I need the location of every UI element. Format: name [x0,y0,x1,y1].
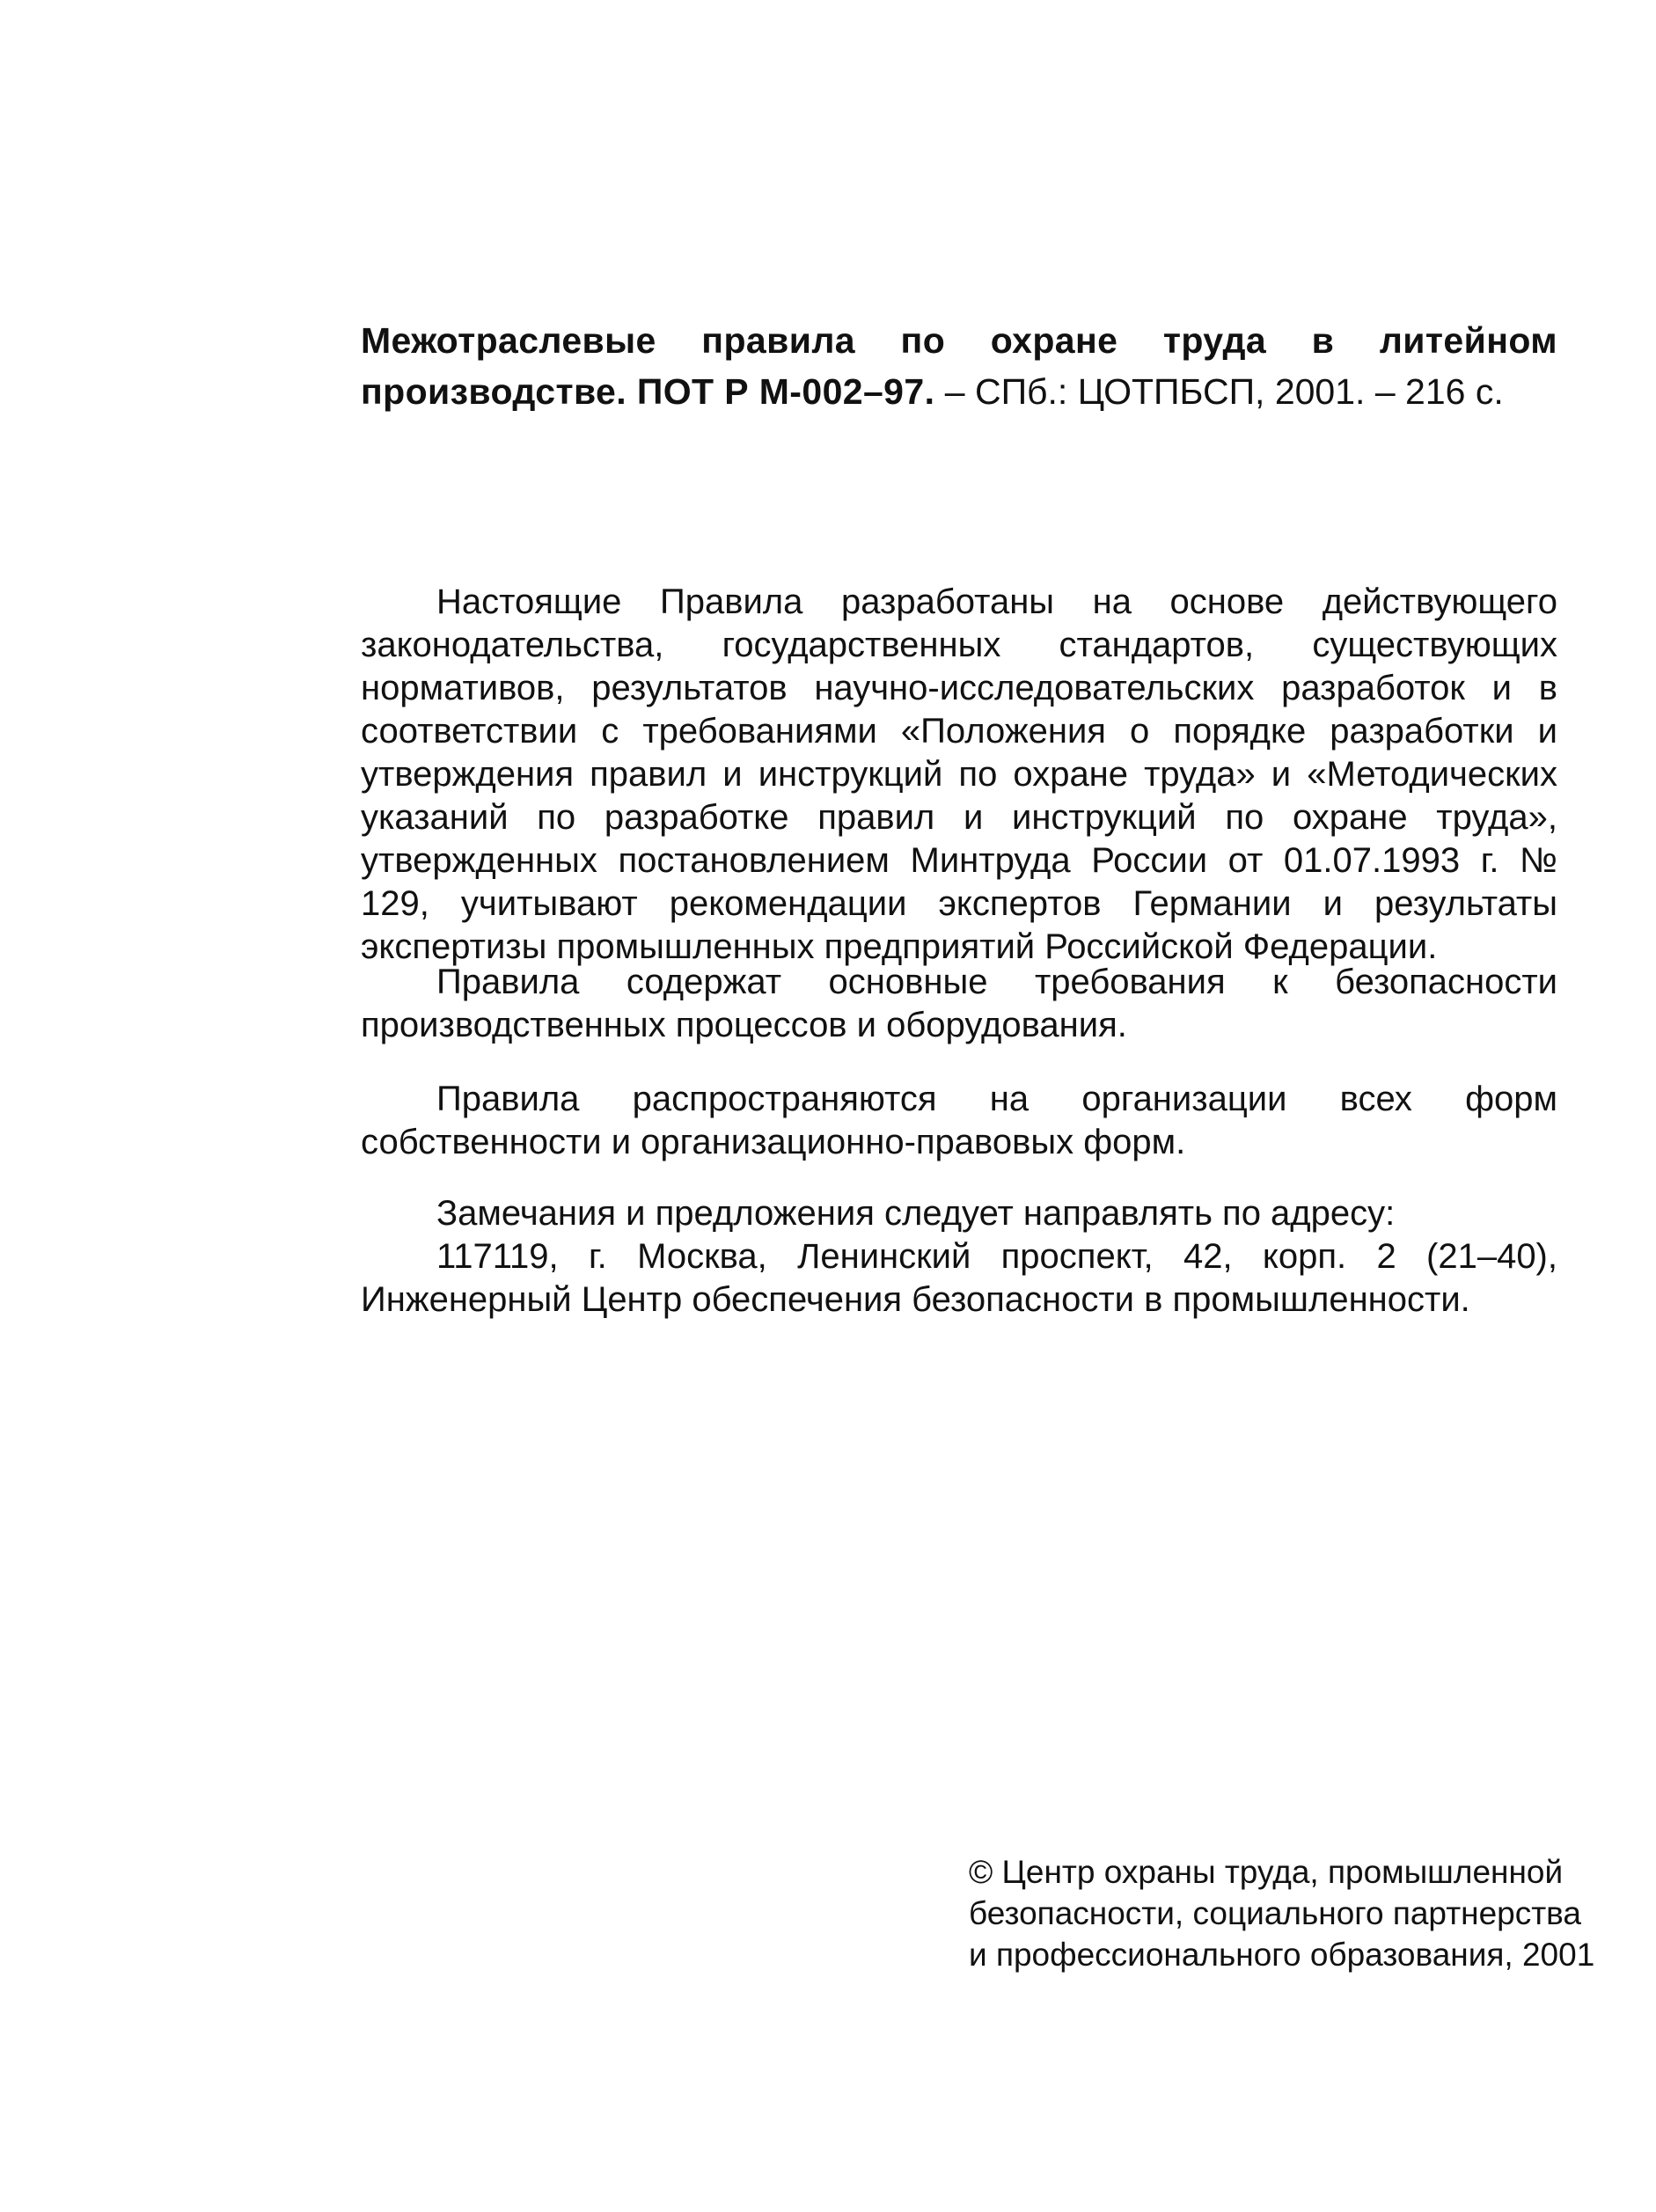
contact-block [361,1192,1557,1322]
intro-paragraph: Настоящие Правила разработаны на основе действующего законодательства, государственных стандартов, существующих нормативов, результатов научно-исследовательских разработок и в соответствии с требованиями «Положения о порядке разработки и утверждения правил и инструкций по охране труда» и «Методических указаний по разработке правил и инструкций по охране труда», утвержденных постановлением Минтруда России от 01.07.1993 г. № 129, учитывают рекомендации экспертов Германии и результаты экспертизы промышленных предприятий Российской Федерации. [361,582,1557,966]
requirements-paragraph: Правила содержат основные требования к безопасности производственных процессов и оборудования. [361,963,1557,1044]
copyright-line-3: и профессионального образования, 2001 [969,1937,1595,1973]
copyright-line-2: безопасности, социального партнерства [969,1895,1581,1931]
reference-publication-info: – СПб.: ЦОТПБСП, 2001. – 216 с. [934,371,1504,412]
copyright-line-1: © Центр охраны труда, промышленной [969,1854,1564,1890]
contact-intro: Замечания и предложения следует направлять по адресу: [436,1194,1396,1233]
copyright-notice [969,1851,1595,1975]
scope-paragraph: Правила распространяются на организации всех форм собственности и организационно-правовых форм. [361,1080,1557,1161]
contact-address: 117119, г. Москва, Ленинский проспект, 42, корп. 2 (21–40), Инженерный Центр обеспечения безопасности в промышленности. [361,1237,1557,1319]
reference-title: Межотраслевые правила по охране труда в литейном производстве. ПОТ Р М-002–97. [361,320,1557,412]
bibliographic-reference [361,315,1557,417]
